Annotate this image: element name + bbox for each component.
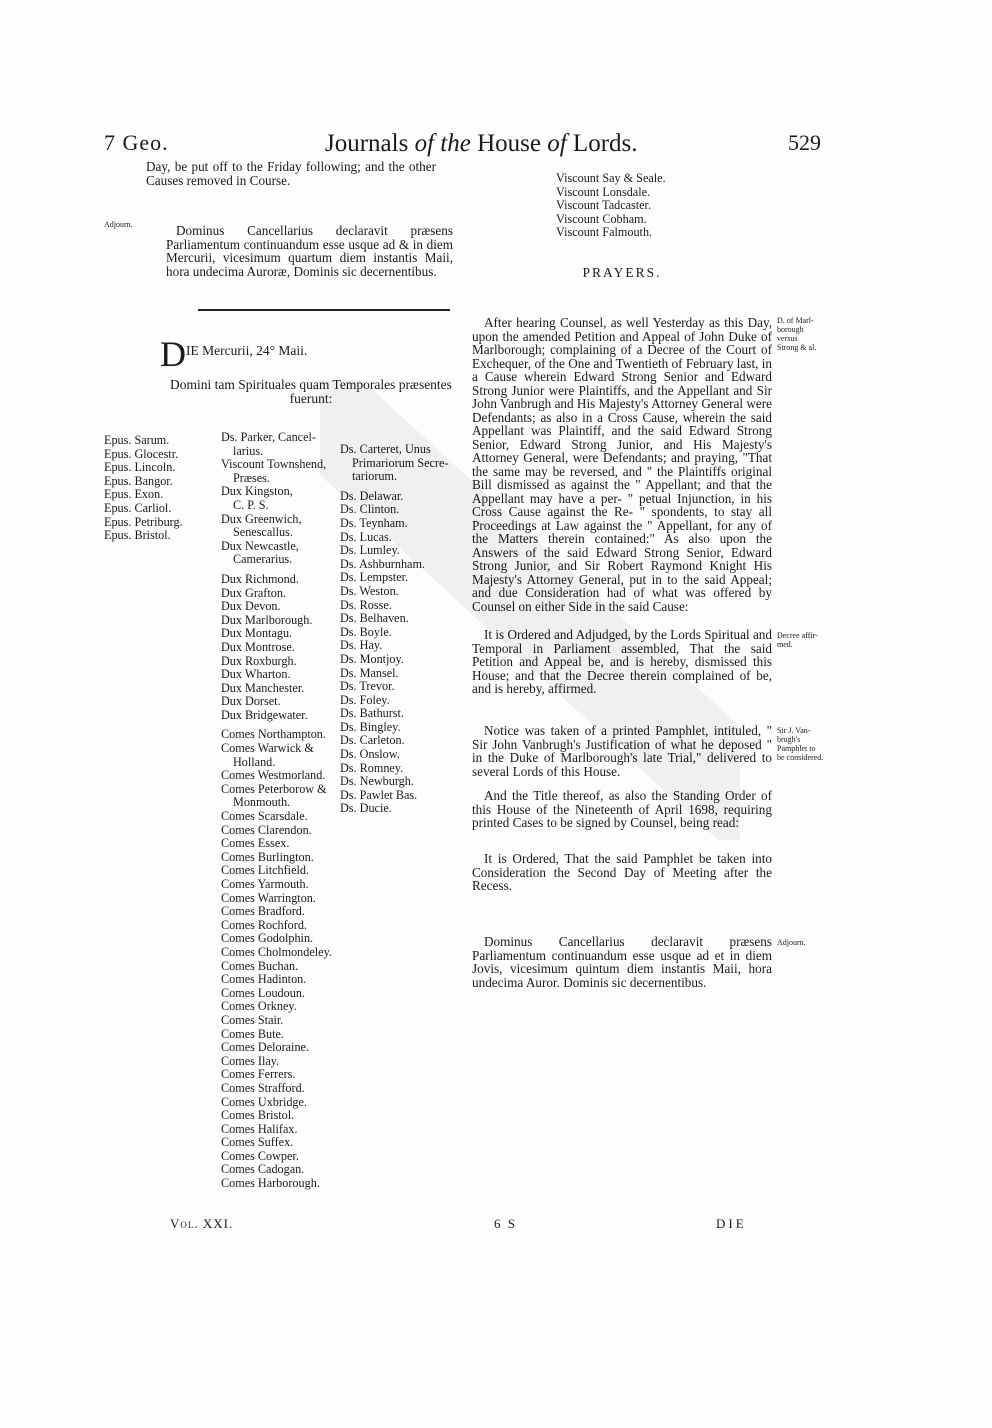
margin-note-vanbrugh [777,726,837,762]
list-item: Ds. Weston. [340,583,399,598]
list-item: Comes Peterborow & [221,781,327,796]
margin-note-line: Adjourn. [777,938,806,947]
list-item: Ds. Foley. [340,692,390,707]
list-item: Ds. Parker, Cancel- [221,430,316,444]
list-item: Comes Warrington. [221,890,316,905]
margin-note-adjourn: Adjourn. [104,220,133,229]
list-item: Viscount Tadcaster. [556,198,651,213]
list-item: Comes Essex. [221,836,290,851]
margin-note-line: med. [777,640,793,649]
list-item: Comes Suffex. [221,1135,294,1150]
list-item: Ds. Mansel. [340,665,399,680]
margin-note-line: Strong & al. [777,343,817,352]
pamphlet-paragraph: Notice was taken of a printed Pamphlet, intituled, " Sir John Vanbrugh's Justification of what he deposed " in the Duke of Marlborough's late Trial," delivered to several Lords of this House. [472,723,772,779]
continuation-paragraph: Day, be put off to the Friday following; and the other Causes removed in Course. [146,159,436,188]
list-item: Comes Loudoun. [221,985,305,1000]
list-item: Dux Richmond. [221,571,299,586]
list-item: Ds. Trevor. [340,679,395,694]
list-item: tariorum. [352,469,398,484]
list-item: Comes Cowper. [221,1148,299,1163]
signature-mark: 6 S [494,1216,517,1231]
list-item: Comes Orkney. [221,999,297,1014]
list-item: Dux Grafton. [221,585,286,600]
margin-note-line: Sir J. Van- [777,726,811,735]
list-item: Ds. Delawar. [340,488,404,503]
list-item: Comes Buchan. [221,958,299,973]
appeal-paragraph: After hearing Counsel, as well Yesterday as this Day, upon the amended Petition and Appeal of John Duke of Marlborough; complaining of a Decree of the Court of Exchequer, of the One and Twentieth of February last, in a Cause wherein Edward Strong Senior and Edward Strong Junior were Plaintiffs, and the Appellant and Sir John Vanbrugh and His Majesty's Attorney General were Defendants; as also in a Cross Cause, wherein the said Appellant was Plaintiff, and the said Edward Strong Senior, Edward Strong Junior, and His Majesty's Attorney General, were Defendants; and praying, "That the same may be reversed, and " the Plaintiffs original Bill dismissed as against the " Appellant; and that the Appellant may have a per- " petual Injunction, in his Cross Cause against the Re- " spondents, to stay all Proceedings at Law against the " Appellant, for any of the Matters therein contained:" As also upon the Answers of the said Edward Strong Senior, Edward Strong Junior, and Sir Robert Raymond Knight His Majesty's Attorney General, put in to the said Appeal; and due Consideration had of what was offered by Counsel on either Side in the said Cause: [472,315,772,614]
list-item: Comes Burlington. [221,849,314,864]
margin-note-line: be considered. [777,753,824,762]
list-item: Ds. Ducie. [340,801,392,816]
catchword: DIE [716,1216,747,1231]
list-item: Comes Clarendon. [221,822,312,837]
list-item: Ds. Lumley. [340,543,400,558]
list-item: Comes Yarmouth. [221,877,309,891]
margin-note-line: Pamphlet to [777,744,816,753]
margin-note-line: borough [777,325,804,334]
list-item: Ds. Montjoy. [340,651,404,666]
list-item: Dux Greenwich, [221,511,302,526]
page-number: 529 [788,130,821,155]
list-item: Epus. Bristol. [104,528,171,543]
list-item: Comes Strafford. [221,1080,305,1095]
list-item: Dux Wharton. [221,667,291,682]
list-item: Ds. Boyle. [340,624,392,639]
list-item: Comes Cadogan. [221,1162,305,1177]
list-item: Comes Deloraine. [221,1040,309,1055]
list-item: Ds. Clinton. [340,502,400,517]
list-item: C. P. S. [233,497,269,512]
list-item: Comes Stair. [221,1012,284,1027]
list-item: Comes Halifax. [221,1121,298,1136]
list-item: Ds. Lucas. [340,529,392,544]
adjourn-paragraph-2: Dominus Cancellarius declaravit præsens Parliamentum continuandum esse usque ad et in diem Jovis, vicesimum quintum diem instantis Maii, hora undecima Auror. Dominis sic decernentibus. [472,934,772,990]
margin-note-line: D. of Marl- [777,316,814,325]
list-item: Dux Devon. [221,599,281,614]
title-part: Journals [325,130,415,157]
list-item: Ds. Hay. [340,638,383,653]
list-item: Comes Scarsdale. [221,809,308,824]
list-item: Holland. [233,754,276,769]
list-item: Comes Warwick & [221,741,314,756]
list-item: Ds. Romney. [340,760,404,775]
attendance-heading: Domini tam Spirituales quam Temporales præsentes fuerunt: [170,377,452,406]
title-italic-part: of the [414,130,471,157]
list-item: Dux Roxburgh. [221,653,297,668]
list-item: Dux Manchester. [221,680,305,695]
bishops-list [104,434,183,543]
sitting-date-heading: IE Mercurii, 24° Maii. [186,343,308,358]
list-item: Ds. Onslow. [340,747,400,762]
list-item: Comes Northampton. [221,727,326,742]
list-item: Ds. Belhaven. [340,611,409,626]
list-item: Comes Ferrers. [221,1067,296,1082]
list-item: Ds. Carleton. [340,733,405,748]
list-item: Dux Marlborough. [221,612,313,627]
pamphlet-order-paragraph: It is Ordered, That the said Pamphlet be taken into Consideration the Second Day of Meeting after the Recess. [472,851,772,893]
list-item: Comes Rochford. [221,917,307,932]
list-item: Dux Kingston, [221,484,293,499]
list-item: Ds. Rosse. [340,597,392,612]
drop-cap: D [160,334,186,374]
running-title [325,130,638,158]
list-item: Primariorum Secre- [352,455,449,470]
margin-note-marlborough [777,316,837,352]
list-item: Monmouth. [233,795,291,810]
list-item: Ds. Carteret, Unus [340,442,431,456]
list-item: Epus. Lincoln. [104,460,176,475]
list-item: Comes Cholmondeley. [221,944,332,959]
list-item: Ds. Lempster. [340,570,409,585]
list-item: Præses. [233,470,270,485]
list-item: Comes Hadinton. [221,972,307,987]
title-part: House [470,130,548,157]
viscounts-list [556,172,666,240]
secretary-entry [340,443,460,484]
list-item: Dux Montrose. [221,639,295,654]
title-italic-part: of [547,130,567,157]
list-item: Viscount Lonsdale. [556,184,651,199]
list-item: Comes Harborough. [221,1176,320,1191]
margin-note-decree [777,631,837,649]
list-item: Epus. Exon. [104,487,164,502]
list-item: Comes Godolphin. [221,931,314,946]
list-item: Viscount Cobham. [556,211,647,226]
list-item: Comes Uxbridge. [221,1094,307,1109]
dukes-list [221,573,343,723]
list-item: Epus. Petriburg. [104,514,183,529]
list-item: Comes Ilay. [221,1053,280,1068]
list-item: Camerarius. [233,552,293,567]
list-item: Comes Bristol. [221,1108,295,1123]
officers-list [221,431,343,567]
prayers-heading: PRAYERS. [582,265,662,280]
list-item: Ds. Newburgh. [340,774,414,789]
peers-column-3 [340,443,460,816]
list-item: Viscount Say & Seale. [556,171,666,185]
list-item: Senescallus. [233,525,293,540]
list-item: Ds. Bathurst. [340,706,404,721]
margin-note-line: brugh's [777,735,801,744]
list-item: Dux Montagu. [221,626,293,641]
section-rule [198,309,450,311]
list-item: Comes Bute. [221,1026,284,1041]
title-part: Lords. [566,130,638,157]
list-item: Ds. Teynham. [340,515,408,530]
list-item: Ds. Bingley. [340,719,401,734]
list-item: Dux Bridgewater. [221,707,308,722]
volume-number: Vol. XXI. [170,1216,234,1231]
barons-list [340,490,460,816]
list-item: Dux Newcastle, [221,538,299,553]
list-item: Epus. Sarum. [104,433,170,447]
list-item: Dux Dorset. [221,694,281,709]
adjourn-paragraph: Dominus Cancellarius declaravit præsens Parliamentum continuandum esse usque ad & in diem Mercurii, vicesimum quartum diem instantis Maii, hora undecima Auroræ, Dominis sic decernentibus. [166,223,453,279]
list-item: Epus. Bangor. [104,473,173,488]
list-item: Viscount Falmouth. [556,225,653,240]
list-item: Ds. Ashburnham. [340,556,425,571]
list-item: Comes Bradford. [221,904,305,919]
list-item: Ds. Pawlet Bas. [340,787,418,802]
title-paragraph: And the Title thereof, as also the Standing Order of this House of the Nineteenth of April 1698, requiring printed Cases to be signed by Counsel, being read: [472,788,772,830]
list-item: Epus. Carliol. [104,500,172,515]
list-item: Comes Westmorland. [221,768,326,783]
list-item: Viscount Townshend, [221,457,327,472]
earls-list [221,728,343,1190]
list-item: Epus. Glocestr. [104,446,179,461]
margin-note-line: Decree affir- [777,631,818,640]
list-item: Comes Litchfield. [221,863,310,878]
list-item: larius. [233,443,264,458]
peers-column-2 [221,431,343,1191]
margin-note-adjourn-2 [777,938,837,947]
running-head-left: 7 Geo. [104,130,169,155]
margin-note-line: versus [777,334,798,343]
order-paragraph: It is Ordered and Adjudged, by the Lords Spiritual and Temporal in Parliament assembled, That the said Petition and Appeal be, and is hereby, dismissed this House; and that the Decree therein complained of be, and is hereby, affirmed. [472,627,772,696]
